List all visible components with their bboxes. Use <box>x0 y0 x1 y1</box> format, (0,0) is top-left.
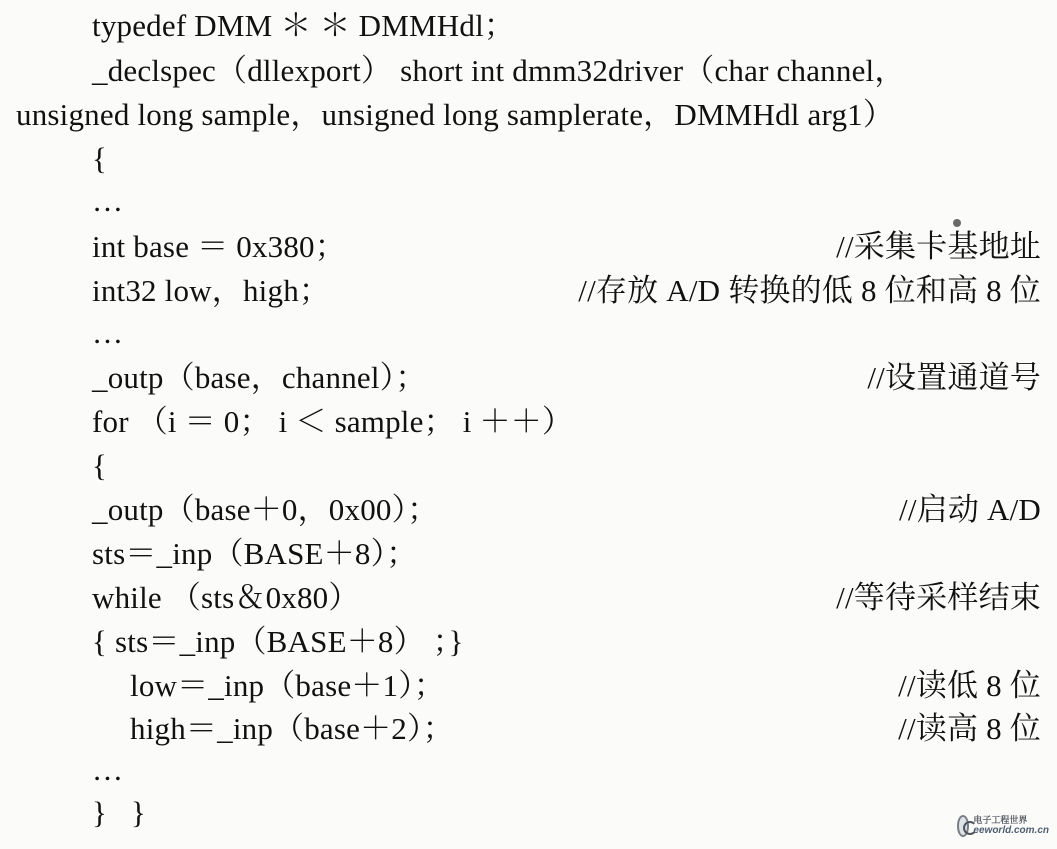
watermark-text <box>973 817 1049 836</box>
comment-wait-sampling: //等待采样结束 <box>836 580 1041 615</box>
comment-store-ad: //存放 A/D 转换的低 8 位和高 8 位 <box>578 273 1041 308</box>
code-line-base: int base ＝ 0x380； <box>92 229 346 264</box>
code-line-while-body: { sts＝_inp（BASE＋8） ；} <box>92 624 464 659</box>
eeworld-logo-icon <box>957 815 969 837</box>
code-line-while: while （sts＆0x80） <box>92 580 360 615</box>
code-line-read-low: low＝_inp（base＋1）； <box>130 668 446 703</box>
scan-speck <box>953 219 961 227</box>
watermark-cn: 电子工程世界 <box>973 815 1028 826</box>
watermark-url: eeworld.com.cn <box>973 824 1049 836</box>
comment-set-channel: //设置通道号 <box>867 360 1041 395</box>
code-line-for: for （i ＝ 0； i ＜ sample； i ＋＋） <box>92 404 574 439</box>
code-line-ellipsis: … <box>92 183 124 218</box>
code-line-ellipsis-3: … <box>92 752 124 787</box>
code-line-read-high: high＝_inp（base＋2）； <box>130 711 454 746</box>
code-line-declspec: _declspec（dllexport） short int dmm32driver（char channel， <box>92 53 906 88</box>
code-line-open-brace: { <box>92 141 108 176</box>
code-line-for-open-brace: { <box>92 448 108 483</box>
eeworld-watermark <box>957 811 1049 841</box>
code-line-sts: sts＝_inp（BASE＋8）； <box>92 536 418 571</box>
code-line-start-ad: _outp（base＋0，0x00）； <box>92 492 439 527</box>
code-line-params: unsigned long sample，unsigned long samplerate，DMMHdl arg1） <box>16 97 895 132</box>
comment-read-low: //读低 8 位 <box>898 668 1041 703</box>
comment-start-ad: //启动 A/D <box>899 492 1041 527</box>
comment-read-high: //读高 8 位 <box>898 711 1041 746</box>
code-line-typedef: typedef DMM ＊ ＊ DMMHdl； <box>92 8 516 43</box>
code-line-ellipsis-2: … <box>92 315 124 350</box>
code-line-close-braces: } } <box>92 795 147 830</box>
code-line-outp-channel: _outp（base，channel）； <box>92 360 427 395</box>
code-line-low-high: int32 low，high； <box>92 273 331 308</box>
comment-base-address: //采集卡基地址 <box>836 229 1041 264</box>
